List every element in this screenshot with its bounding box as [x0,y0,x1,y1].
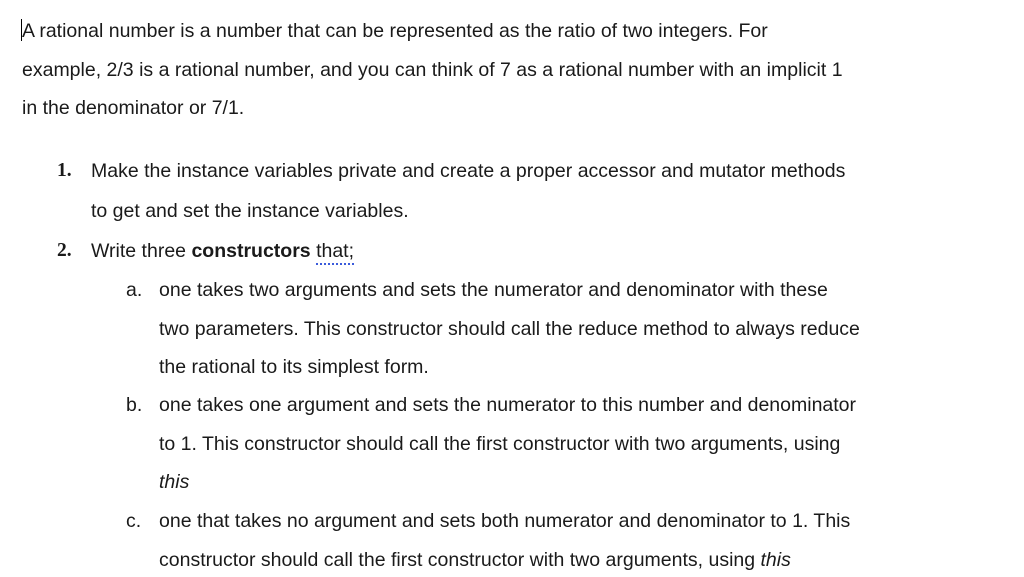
this-keyword: this [159,471,190,493]
intro-line-3: in the denominator or 7/1. [22,97,245,119]
constructors-keyword: constructors [191,240,311,262]
list-item-2-prefix: Write three [91,240,192,262]
sublist-c-line-2 [159,548,791,572]
sublist-a-line-3: the rational to its simplest form. [159,356,429,378]
sublist-b-line-1: one takes one argument and sets the numerator to this number and denominator [159,394,857,416]
list-number-2: 2. [57,240,72,261]
grammar-flagged-text[interactable]: that; [316,240,354,265]
sublist-letter-a: a. [126,279,143,301]
sublist-c-line-2-prefix: constructor should call the first constructor with two arguments, using [159,549,761,571]
intro-line-1: A rational number is a number that can be represented as the ratio of two integers. For [22,20,768,42]
list-number-1: 1. [57,160,72,181]
sublist-letter-b: b. [126,394,143,416]
sublist-a-line-2: two parameters. This constructor should call the reduce method to always reduce [159,318,860,340]
intro-line-2: example, 2/3 is a rational number, and you can think of 7 as a rational number with an implicit 1 [22,59,843,81]
list-item-2-line-1 [91,239,354,263]
list-item-1-line-1: Make the instance variables private and create a proper accessor and mutator methods [91,160,846,182]
list-item-1-line-2: to get and set the instance variables. [91,200,409,222]
sublist-a-line-1: one takes two arguments and sets the numerator and denominator with these [159,279,828,301]
sublist-letter-c: c. [126,510,142,532]
this-keyword: this [760,549,791,571]
sublist-b-line-3 [159,470,189,494]
sublist-b-line-2: to 1. This constructor should call the first constructor with two arguments, using [159,433,841,455]
sublist-c-line-1: one that takes no argument and sets both numerator and denominator to 1. This [159,510,851,532]
